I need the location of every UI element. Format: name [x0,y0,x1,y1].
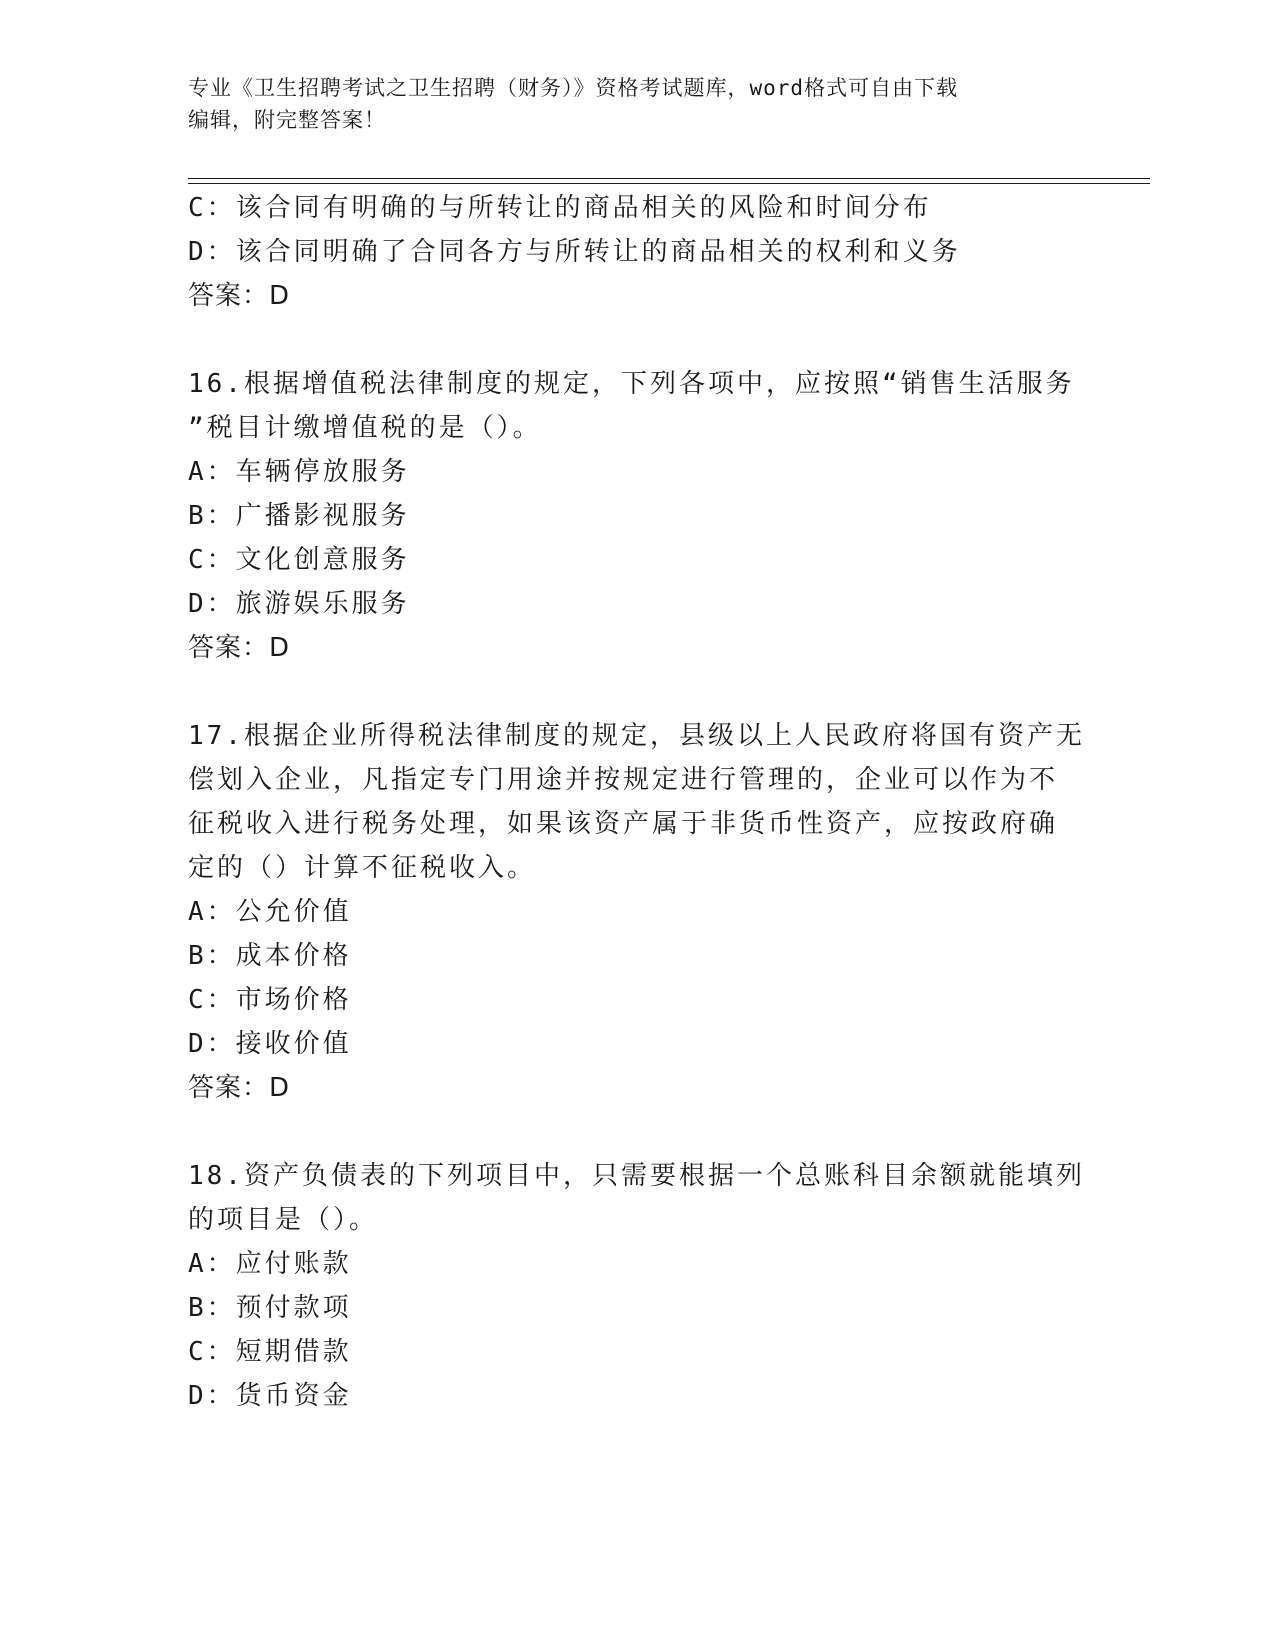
q17-option-a: A：公允价值 [188,897,352,927]
document-header [188,72,1088,136]
q17-text-line-4: 定的（）计算不征税收入。 [188,853,537,883]
q17-option-b: B：成本价格 [188,941,352,971]
q17-option-c: C：市场价格 [188,985,352,1015]
q18-option-c: C：短期借款 [188,1337,352,1367]
q16-option-c: C：文化创意服务 [188,545,410,575]
q17-text-line-3: 征税收入进行税务处理，如果该资产属于非货币性资产，应按政府确 [188,809,1059,839]
header-rule-bottom [188,183,1150,184]
header-line-1: 专业《卫生招聘考试之卫生招聘（财务）》资格考试题库，word格式可自由下载 [188,76,959,100]
q17-option-d: D：接收价值 [188,1029,352,1059]
q17-text-line-1: 17.根据企业所得税法律制度的规定，县级以上人民政府将国有资产无 [188,721,1085,751]
q16-text-line-2: ”税目计缴增值税的是（）。 [188,413,542,443]
q16-option-b: B：广播影视服务 [188,501,410,531]
q16-option-d: D：旅游娱乐服务 [188,589,410,619]
q18-option-b: B：预付款项 [188,1293,352,1323]
q18-option-d: D：货币资金 [188,1381,352,1411]
q15-answer: 答案：D [188,281,291,311]
q15-option-c: C：该合同有明确的与所转让的商品相关的风险和时间分布 [188,193,932,223]
q18-text-line-1: 18.资产负债表的下列项目中，只需要根据一个总账科目余额就能填列 [188,1161,1085,1191]
q17-answer: 答案：D [188,1073,291,1103]
q16-text-line-1: 16.根据增值税法律制度的规定，下列各项中，应按照“销售生活服务 [188,369,1075,399]
header-line-2: 编辑，附完整答案！ [188,108,386,132]
header-rule-top [188,178,1150,179]
q16-option-a: A：车辆停放服务 [188,457,410,487]
q16-answer: 答案：D [188,633,291,663]
q15-option-d: D：该合同明确了合同各方与所转让的商品相关的权利和义务 [188,237,961,267]
q18-text-line-2: 的项目是（）。 [188,1205,379,1235]
q17-text-line-2: 偿划入企业，凡指定专门用途并按规定进行管理的，企业可以作为不 [188,765,1059,795]
q18-option-a: A：应付账款 [188,1249,352,1279]
